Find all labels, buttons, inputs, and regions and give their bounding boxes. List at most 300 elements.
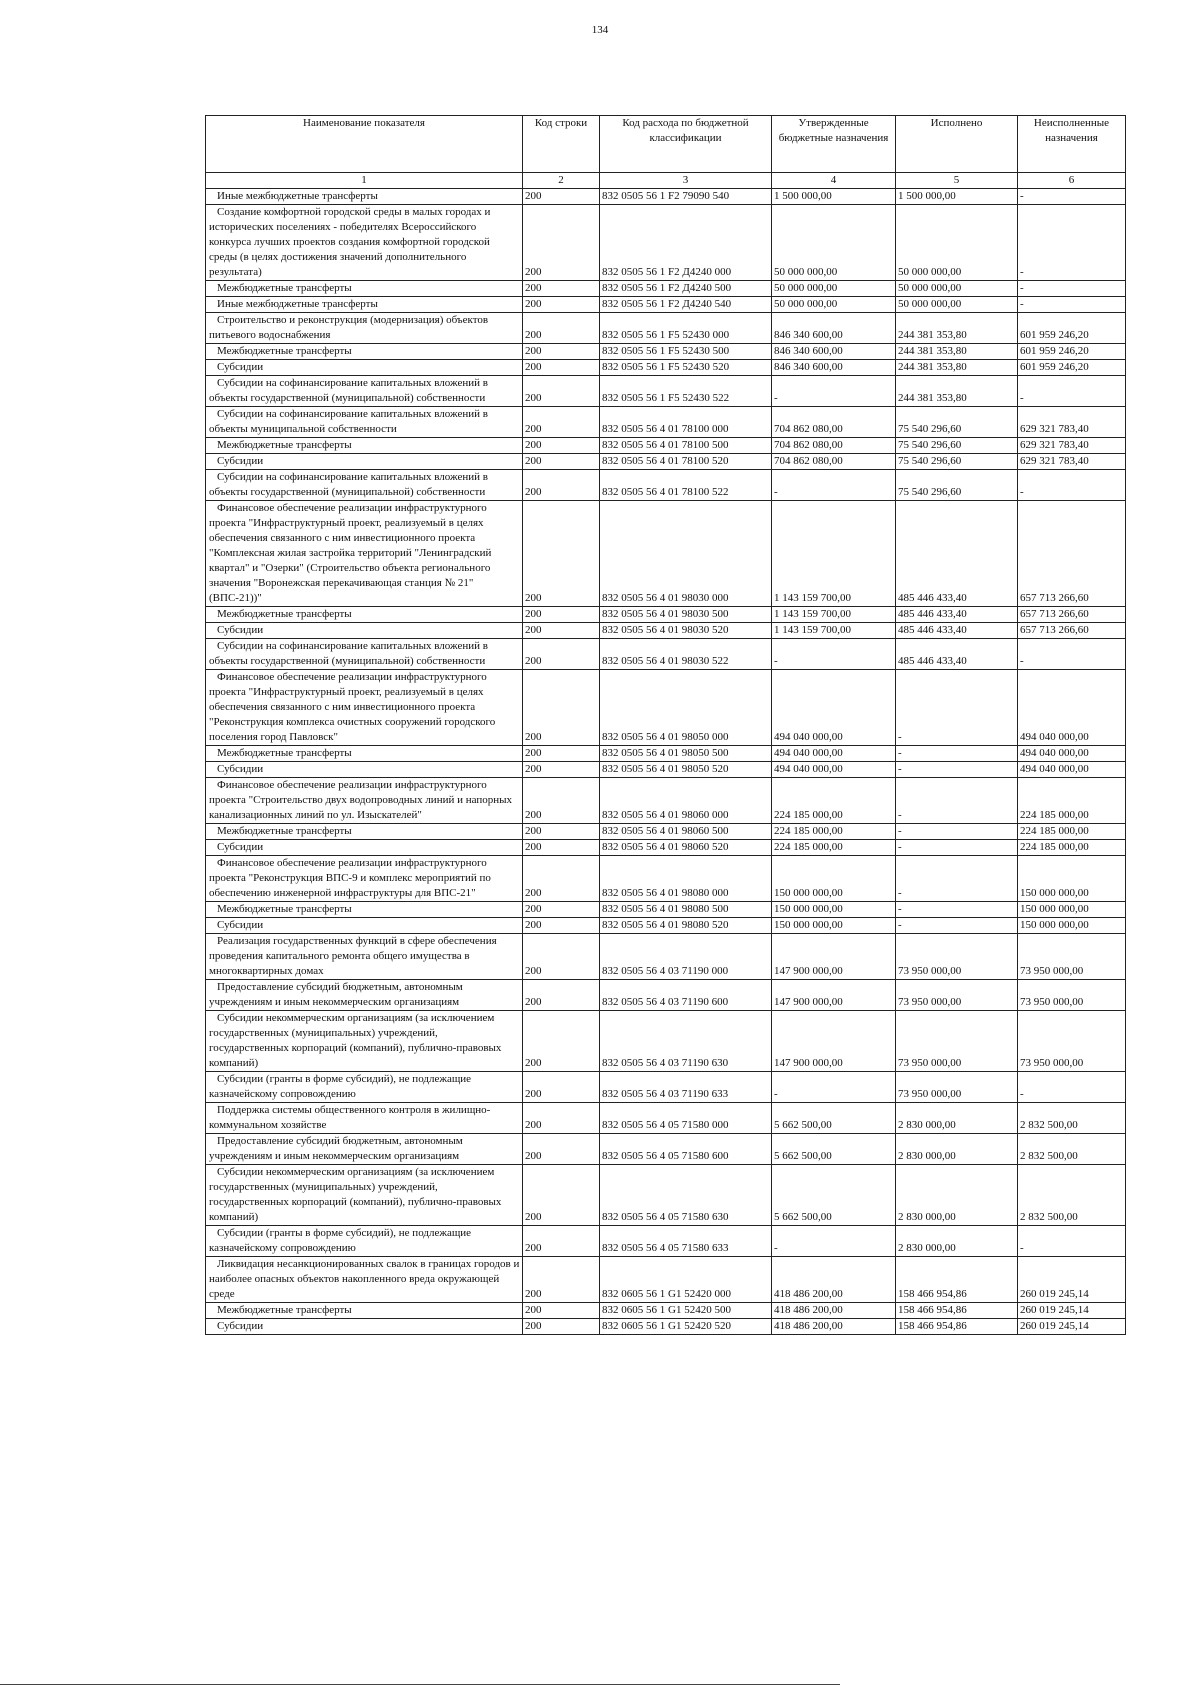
column-number: 2 [523, 173, 600, 189]
row-name-text: Субсидии [217, 455, 264, 467]
row-name-text: Реализация государственных функций в сфере обеспечения проведения капитального ремонта общего имущества в многоквартирных домах [209, 935, 497, 977]
row-unexecuted: 601 959 246,20 [1018, 313, 1126, 344]
row-name-text: Межбюджетные трансферты [217, 439, 352, 451]
row-line-code: 200 [523, 1226, 600, 1257]
row-line-code: 200 [523, 1165, 600, 1226]
row-name-text: Межбюджетные трансферты [217, 608, 352, 620]
row-name [206, 344, 523, 360]
row-name-text: Межбюджетные трансферты [217, 282, 352, 294]
row-executed: 73 950 000,00 [896, 934, 1018, 980]
header-indicator-name: Наименование показателя [206, 116, 523, 173]
row-name [206, 856, 523, 902]
row-approved: 704 862 080,00 [772, 407, 896, 438]
row-line-code: 200 [523, 1011, 600, 1072]
row-line-code: 200 [523, 1072, 600, 1103]
row-approved: 50 000 000,00 [772, 281, 896, 297]
row-name-text: Субсидии на софинансирование капитальных вложений в объекты муниципальной собственности [209, 408, 488, 435]
row-executed: 2 830 000,00 [896, 1165, 1018, 1226]
table-row [206, 623, 1126, 639]
row-name-text: Субсидии [217, 841, 264, 853]
row-line-code: 200 [523, 1134, 600, 1165]
table-row [206, 1103, 1126, 1134]
row-name-text: Субсидии [217, 624, 264, 636]
table-row [206, 1319, 1126, 1335]
row-budget-code: 832 0505 56 4 01 98080 520 [600, 918, 772, 934]
row-executed: - [896, 902, 1018, 918]
row-budget-code: 832 0505 56 1 F5 52430 000 [600, 313, 772, 344]
row-budget-code: 832 0605 56 1 G1 52420 520 [600, 1319, 772, 1335]
row-name [206, 454, 523, 470]
row-approved: 704 862 080,00 [772, 438, 896, 454]
table-header-row [206, 116, 1126, 173]
table-row [206, 454, 1126, 470]
row-line-code: 200 [523, 856, 600, 902]
row-approved: 846 340 600,00 [772, 313, 896, 344]
row-executed: 50 000 000,00 [896, 297, 1018, 313]
row-approved: 5 662 500,00 [772, 1165, 896, 1226]
row-unexecuted: 2 832 500,00 [1018, 1165, 1126, 1226]
row-budget-code: 832 0505 56 4 01 98050 500 [600, 746, 772, 762]
table-row [206, 902, 1126, 918]
row-name [206, 1303, 523, 1319]
row-name-text: Предоставление субсидий бюджетным, автономным учреждениям и иным некоммерческим организациям [209, 1135, 463, 1162]
row-budget-code: 832 0505 56 4 03 71190 600 [600, 980, 772, 1011]
row-name [206, 189, 523, 205]
header-line-code: Код строки [523, 116, 600, 173]
table-body [206, 189, 1126, 1335]
row-approved: 1 500 000,00 [772, 189, 896, 205]
row-name [206, 376, 523, 407]
row-budget-code: 832 0505 56 4 05 71580 600 [600, 1134, 772, 1165]
row-unexecuted: 150 000 000,00 [1018, 902, 1126, 918]
row-unexecuted: 260 019 245,14 [1018, 1303, 1126, 1319]
row-name [206, 918, 523, 934]
row-approved: 418 486 200,00 [772, 1319, 896, 1335]
row-name-text: Субсидии некоммерческим организациям (за исключением государственных (муниципальных) учреждений, государственных корпораций (компаний), публично-правовых компаний) [209, 1166, 502, 1223]
row-name [206, 1226, 523, 1257]
row-unexecuted: 224 185 000,00 [1018, 778, 1126, 824]
row-budget-code: 832 0505 56 4 01 98050 000 [600, 670, 772, 746]
table-row [206, 1257, 1126, 1303]
row-line-code: 200 [523, 1303, 600, 1319]
row-name-text: Финансовое обеспечение реализации инфраструктурного проекта "Строительство двух водопроводных линий и напорных канализационных линий по ул. Изыскателей" [209, 779, 513, 821]
table-row [206, 501, 1126, 607]
row-line-code: 200 [523, 297, 600, 313]
table-row [206, 918, 1126, 934]
row-approved: 147 900 000,00 [772, 980, 896, 1011]
row-line-code: 200 [523, 902, 600, 918]
row-name [206, 313, 523, 344]
row-name [206, 778, 523, 824]
row-name-text: Межбюджетные трансферты [217, 1304, 352, 1316]
row-name [206, 840, 523, 856]
row-budget-code: 832 0505 56 4 01 98030 000 [600, 501, 772, 607]
row-name-text: Предоставление субсидий бюджетным, автономным учреждениям и иным некоммерческим организациям [209, 981, 463, 1008]
row-approved: 50 000 000,00 [772, 297, 896, 313]
row-unexecuted: 494 040 000,00 [1018, 746, 1126, 762]
row-name-text: Поддержка системы общественного контроля в жилищно-коммунальном хозяйстве [209, 1104, 491, 1131]
row-budget-code: 832 0505 56 1 F5 52430 500 [600, 344, 772, 360]
row-name [206, 670, 523, 746]
column-number: 5 [896, 173, 1018, 189]
row-unexecuted: 224 185 000,00 [1018, 824, 1126, 840]
row-executed: 485 446 433,40 [896, 639, 1018, 670]
column-number: 3 [600, 173, 772, 189]
row-approved: - [772, 639, 896, 670]
row-unexecuted: - [1018, 1226, 1126, 1257]
row-approved: 418 486 200,00 [772, 1303, 896, 1319]
row-executed: 2 830 000,00 [896, 1226, 1018, 1257]
row-approved: 494 040 000,00 [772, 670, 896, 746]
row-approved: 494 040 000,00 [772, 762, 896, 778]
budget-execution-table [205, 115, 1126, 1335]
column-number: 1 [206, 173, 523, 189]
table-row [206, 360, 1126, 376]
row-unexecuted: 629 321 783,40 [1018, 438, 1126, 454]
row-executed: 75 540 296,60 [896, 438, 1018, 454]
row-executed: 1 500 000,00 [896, 189, 1018, 205]
row-executed: - [896, 670, 1018, 746]
column-number-row [206, 173, 1126, 189]
row-budget-code: 832 0505 56 4 03 71190 633 [600, 1072, 772, 1103]
column-number: 6 [1018, 173, 1126, 189]
row-executed: 75 540 296,60 [896, 470, 1018, 501]
row-budget-code: 832 0505 56 4 01 98030 500 [600, 607, 772, 623]
row-executed: 75 540 296,60 [896, 407, 1018, 438]
row-unexecuted: 2 832 500,00 [1018, 1103, 1126, 1134]
table-row [206, 1134, 1126, 1165]
table-row [206, 840, 1126, 856]
row-line-code: 200 [523, 840, 600, 856]
row-name [206, 1319, 523, 1335]
row-unexecuted: - [1018, 297, 1126, 313]
row-name-text: Субсидии на софинансирование капитальных вложений в объекты государственной (муниципальной) собственности [209, 640, 488, 667]
row-line-code: 200 [523, 454, 600, 470]
table-row [206, 824, 1126, 840]
row-budget-code: 832 0505 56 4 01 98060 520 [600, 840, 772, 856]
row-approved: 224 185 000,00 [772, 824, 896, 840]
row-name [206, 623, 523, 639]
row-name-text: Субсидии [217, 1320, 264, 1332]
row-name-text: Иные межбюджетные трансферты [217, 298, 378, 310]
row-budget-code: 832 0505 56 4 01 78100 520 [600, 454, 772, 470]
row-budget-code: 832 0505 56 4 01 98060 000 [600, 778, 772, 824]
row-name [206, 470, 523, 501]
row-budget-code: 832 0505 56 4 01 98060 500 [600, 824, 772, 840]
table-row [206, 639, 1126, 670]
row-executed: 75 540 296,60 [896, 454, 1018, 470]
row-executed: 50 000 000,00 [896, 281, 1018, 297]
row-approved: 224 185 000,00 [772, 778, 896, 824]
row-line-code: 200 [523, 746, 600, 762]
row-line-code: 200 [523, 934, 600, 980]
row-budget-code: 832 0505 56 4 01 98030 522 [600, 639, 772, 670]
header-unexecuted: Неисполненные назначения [1018, 116, 1126, 173]
row-executed: - [896, 746, 1018, 762]
table-row [206, 934, 1126, 980]
table-row [206, 607, 1126, 623]
row-executed: 244 381 353,80 [896, 313, 1018, 344]
table-row [206, 980, 1126, 1011]
row-unexecuted: 73 950 000,00 [1018, 1011, 1126, 1072]
row-name [206, 501, 523, 607]
row-name [206, 205, 523, 281]
row-name [206, 438, 523, 454]
row-name [206, 980, 523, 1011]
row-name-text: Субсидии [217, 361, 264, 373]
row-approved: 846 340 600,00 [772, 360, 896, 376]
row-budget-code: 832 0505 56 4 05 71580 000 [600, 1103, 772, 1134]
row-name-text: Финансовое обеспечение реализации инфраструктурного проекта "Реконструкция ВПС-9 и комплекс мероприятий по обеспечению инженерной инфраструктуры для ВПС-21" [209, 857, 491, 899]
row-unexecuted: 657 713 266,60 [1018, 623, 1126, 639]
row-unexecuted: 601 959 246,20 [1018, 360, 1126, 376]
row-budget-code: 832 0505 56 4 03 71190 000 [600, 934, 772, 980]
row-name [206, 1165, 523, 1226]
row-name-text: Создание комфортной городской среды в малых городах и исторических поселениях - победителях Всероссийского конкурса лучших проектов создания комфортной городской среды (в целях достижения значений дополнительного результата) [209, 206, 491, 278]
row-unexecuted: - [1018, 281, 1126, 297]
row-line-code: 200 [523, 376, 600, 407]
header-executed: Исполнено [896, 116, 1018, 173]
row-name-text: Субсидии [217, 763, 264, 775]
row-approved: 418 486 200,00 [772, 1257, 896, 1303]
row-approved: 147 900 000,00 [772, 934, 896, 980]
row-approved: 846 340 600,00 [772, 344, 896, 360]
header-approved: Утвержденные бюджетные назначения [772, 116, 896, 173]
table-row [206, 407, 1126, 438]
row-name-text: Межбюджетные трансферты [217, 903, 352, 915]
row-line-code: 200 [523, 1103, 600, 1134]
row-line-code: 200 [523, 623, 600, 639]
row-budget-code: 832 0505 56 4 01 78100 500 [600, 438, 772, 454]
row-executed: 158 466 954,86 [896, 1303, 1018, 1319]
row-line-code: 200 [523, 639, 600, 670]
row-unexecuted: 260 019 245,14 [1018, 1257, 1126, 1303]
row-approved: 150 000 000,00 [772, 856, 896, 902]
row-line-code: 200 [523, 762, 600, 778]
row-unexecuted: - [1018, 639, 1126, 670]
row-budget-code: 832 0505 56 4 01 78100 522 [600, 470, 772, 501]
row-approved: 150 000 000,00 [772, 918, 896, 934]
row-unexecuted: 657 713 266,60 [1018, 607, 1126, 623]
column-number: 4 [772, 173, 896, 189]
row-unexecuted: - [1018, 189, 1126, 205]
table-row [206, 1165, 1126, 1226]
row-executed: 244 381 353,80 [896, 360, 1018, 376]
row-unexecuted: 601 959 246,20 [1018, 344, 1126, 360]
row-budget-code: 832 0505 56 4 03 71190 630 [600, 1011, 772, 1072]
row-name-text: Финансовое обеспечение реализации инфраструктурного проекта "Инфраструктурный проект, реализуемый в целях обеспечения связанного с ним инвестиционного проекта "Реконструкция комплекса очистных сооружений городского поселения город Павловск" [209, 671, 496, 743]
row-unexecuted: 629 321 783,40 [1018, 454, 1126, 470]
row-line-code: 200 [523, 918, 600, 934]
table-row [206, 376, 1126, 407]
row-name-text: Ликвидация несанкционированных свалок в границах городов и наиболее опасных объектов накопленного вреда окружающей среде [209, 1258, 520, 1300]
row-budget-code: 832 0505 56 4 05 71580 633 [600, 1226, 772, 1257]
row-line-code: 200 [523, 501, 600, 607]
row-approved: - [772, 1072, 896, 1103]
row-approved: 50 000 000,00 [772, 205, 896, 281]
table-row [206, 281, 1126, 297]
row-name-text: Субсидии (гранты в форме субсидий), не подлежащие казначейскому сопровождению [209, 1073, 472, 1100]
row-line-code: 200 [523, 438, 600, 454]
row-line-code: 200 [523, 980, 600, 1011]
row-approved: - [772, 470, 896, 501]
row-budget-code: 832 0605 56 1 G1 52420 000 [600, 1257, 772, 1303]
row-unexecuted: - [1018, 1072, 1126, 1103]
row-unexecuted: 494 040 000,00 [1018, 670, 1126, 746]
table-row [206, 189, 1126, 205]
row-unexecuted: 2 832 500,00 [1018, 1134, 1126, 1165]
row-executed: 73 950 000,00 [896, 980, 1018, 1011]
row-budget-code: 832 0505 56 4 05 71580 630 [600, 1165, 772, 1226]
page-number: 134 [591, 24, 609, 36]
table-row [206, 297, 1126, 313]
row-budget-code: 832 0505 56 4 01 98080 000 [600, 856, 772, 902]
table-row [206, 438, 1126, 454]
table-row [206, 1226, 1126, 1257]
row-budget-code: 832 0505 56 4 01 98050 520 [600, 762, 772, 778]
row-line-code: 200 [523, 607, 600, 623]
row-name-text: Субсидии [217, 919, 264, 931]
row-executed: - [896, 856, 1018, 902]
row-line-code: 200 [523, 360, 600, 376]
row-executed: 158 466 954,86 [896, 1319, 1018, 1335]
row-unexecuted: 657 713 266,60 [1018, 501, 1126, 607]
row-approved: 704 862 080,00 [772, 454, 896, 470]
row-approved: 494 040 000,00 [772, 746, 896, 762]
table-row [206, 313, 1126, 344]
table-row [206, 778, 1126, 824]
row-name [206, 1072, 523, 1103]
row-name [206, 360, 523, 376]
row-name-text: Межбюджетные трансферты [217, 345, 352, 357]
row-budget-code: 832 0505 56 1 F5 52430 522 [600, 376, 772, 407]
row-line-code: 200 [523, 313, 600, 344]
row-budget-code: 832 0605 56 1 G1 52420 500 [600, 1303, 772, 1319]
row-name [206, 639, 523, 670]
row-name [206, 1011, 523, 1072]
table-row [206, 856, 1126, 902]
row-unexecuted: 150 000 000,00 [1018, 918, 1126, 934]
row-executed: 73 950 000,00 [896, 1072, 1018, 1103]
row-name [206, 1103, 523, 1134]
row-name [206, 902, 523, 918]
row-executed: - [896, 918, 1018, 934]
row-budget-code: 832 0505 56 4 01 98030 520 [600, 623, 772, 639]
row-executed: 2 830 000,00 [896, 1134, 1018, 1165]
row-approved: 1 143 159 700,00 [772, 623, 896, 639]
table-row [206, 670, 1126, 746]
row-line-code: 200 [523, 344, 600, 360]
row-budget-code: 832 0505 56 1 F5 52430 520 [600, 360, 772, 376]
table-row [206, 1011, 1126, 1072]
row-approved: 224 185 000,00 [772, 840, 896, 856]
row-name-text: Субсидии некоммерческим организациям (за исключением государственных (муниципальных) учреждений, государственных корпораций (компаний), публично-правовых компаний) [209, 1012, 502, 1069]
row-budget-code: 832 0505 56 1 F2 Д4240 540 [600, 297, 772, 313]
header-budget-code: Код расхода по бюджетной классификации [600, 116, 772, 173]
row-name [206, 407, 523, 438]
row-line-code: 200 [523, 189, 600, 205]
row-executed: - [896, 762, 1018, 778]
row-approved: 1 143 159 700,00 [772, 501, 896, 607]
row-executed: 485 446 433,40 [896, 607, 1018, 623]
bottom-rule [0, 1684, 840, 1685]
table-row [206, 762, 1126, 778]
row-approved: 1 143 159 700,00 [772, 607, 896, 623]
row-budget-code: 832 0505 56 1 F2 79090 540 [600, 189, 772, 205]
table-row [206, 344, 1126, 360]
row-unexecuted: - [1018, 205, 1126, 281]
row-name [206, 762, 523, 778]
row-executed: 158 466 954,86 [896, 1257, 1018, 1303]
table-row [206, 1072, 1126, 1103]
row-name-text: Финансовое обеспечение реализации инфраструктурного проекта "Инфраструктурный проект, реализуемый в целях обеспечения связанного с ним инвестиционного проекта "Комплексная жилая застройка территорий "Ленинградский квартал" и "Озерки" (Строительство объекта регионального значения "Воронежская перекачивающая станция № 21" (ВПС-21))" [209, 502, 492, 604]
row-unexecuted: 224 185 000,00 [1018, 840, 1126, 856]
row-executed: 485 446 433,40 [896, 501, 1018, 607]
row-name-text: Межбюджетные трансферты [217, 747, 352, 759]
row-name-text: Межбюджетные трансферты [217, 825, 352, 837]
row-executed: 2 830 000,00 [896, 1103, 1018, 1134]
row-executed: 244 381 353,80 [896, 376, 1018, 407]
row-line-code: 200 [523, 1257, 600, 1303]
row-name [206, 824, 523, 840]
row-approved: 147 900 000,00 [772, 1011, 896, 1072]
row-executed: 485 446 433,40 [896, 623, 1018, 639]
row-budget-code: 832 0505 56 4 01 98080 500 [600, 902, 772, 918]
table-row [206, 746, 1126, 762]
row-budget-code: 832 0505 56 1 F2 Д4240 000 [600, 205, 772, 281]
row-unexecuted: 73 950 000,00 [1018, 934, 1126, 980]
row-executed: 244 381 353,80 [896, 344, 1018, 360]
row-name [206, 607, 523, 623]
row-name-text: Субсидии (гранты в форме субсидий), не подлежащие казначейскому сопровождению [209, 1227, 472, 1254]
row-line-code: 200 [523, 778, 600, 824]
row-approved: - [772, 376, 896, 407]
row-unexecuted: 150 000 000,00 [1018, 856, 1126, 902]
row-executed: 50 000 000,00 [896, 205, 1018, 281]
table-row [206, 1303, 1126, 1319]
row-unexecuted: 629 321 783,40 [1018, 407, 1126, 438]
row-approved: - [772, 1226, 896, 1257]
row-unexecuted: - [1018, 376, 1126, 407]
row-line-code: 200 [523, 670, 600, 746]
table-row [206, 470, 1126, 501]
row-approved: 5 662 500,00 [772, 1134, 896, 1165]
row-name [206, 1134, 523, 1165]
row-budget-code: 832 0505 56 1 F2 Д4240 500 [600, 281, 772, 297]
row-budget-code: 832 0505 56 4 01 78100 000 [600, 407, 772, 438]
row-name-text: Субсидии на софинансирование капитальных вложений в объекты государственной (муниципальной) собственности [209, 471, 488, 498]
row-unexecuted: 494 040 000,00 [1018, 762, 1126, 778]
row-name-text: Строительство и реконструкция (модернизация) объектов питьевого водоснабжения [209, 314, 489, 341]
row-name-text: Иные межбюджетные трансферты [217, 190, 378, 202]
row-name [206, 297, 523, 313]
row-name [206, 281, 523, 297]
table-row [206, 205, 1126, 281]
row-line-code: 200 [523, 205, 600, 281]
row-name [206, 1257, 523, 1303]
row-approved: 150 000 000,00 [772, 902, 896, 918]
row-name [206, 934, 523, 980]
row-executed: 73 950 000,00 [896, 1011, 1018, 1072]
row-approved: 5 662 500,00 [772, 1103, 896, 1134]
row-line-code: 200 [523, 407, 600, 438]
row-line-code: 200 [523, 281, 600, 297]
row-line-code: 200 [523, 824, 600, 840]
row-unexecuted: 260 019 245,14 [1018, 1319, 1126, 1335]
row-line-code: 200 [523, 470, 600, 501]
row-unexecuted: 73 950 000,00 [1018, 980, 1126, 1011]
row-name-text: Субсидии на софинансирование капитальных вложений в объекты государственной (муниципальной) собственности [209, 377, 488, 404]
